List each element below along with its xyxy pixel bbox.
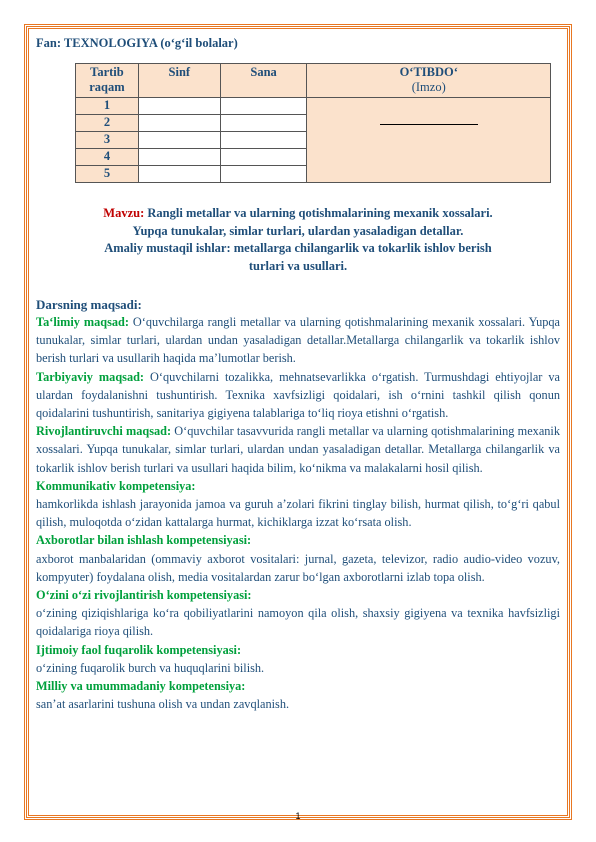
subject-heading: Fan: TEXNOLOGIYA (o‘g‘il bolalar) [36, 36, 238, 50]
competency-title: Ijtimoiy faol fuqarolik kompetensiyasi: [36, 642, 242, 657]
developmental-goal-text: O‘quvchilar tasavvurida rangli metallar va ularning qotishmalarining mexanik xossalari. Yupqa tunukalar, simlar turlari, ulardan undan yasaladigan detallar. Metallarga chilangarlik va tokarlik ishlov berish turlari va usullari haqida bilim, ko‘nikma va malakalarni hosil qilish. [36, 424, 560, 475]
header-tartib: Tartib raqam [76, 64, 139, 98]
cell-sana [220, 115, 307, 132]
topic-line-4: turlari va usullari. [248, 258, 348, 273]
page-number: 1 [295, 811, 301, 821]
cell-sinf [138, 115, 220, 132]
signature-cell [307, 98, 551, 183]
developmental-goal [36, 422, 560, 477]
register-table [75, 63, 551, 183]
header-sana: Sana [220, 64, 307, 98]
header-otibdo-label: O‘TIBDO‘ [399, 65, 458, 79]
goals-heading: Darsning maqsadi: [36, 297, 142, 312]
competency-text: o‘zining qiziqishlariga ko‘ra qobiliyatlarini namoyon qila olish, shaxsiy gigiyena va texnika havfsizligi qoidalariga rioya qilish. [36, 606, 560, 639]
header-sinf: Sinf [138, 64, 220, 98]
row-number: 4 [76, 149, 139, 166]
row-number: 1 [76, 98, 139, 115]
upbringing-goal-label: Tarbiyaviy maqsad: [36, 369, 145, 384]
competency-text: san’at asarlarini tushuna olish va undan zavqlanish. [36, 697, 290, 712]
educational-goal [36, 313, 560, 368]
header-imzo-label: (Imzo) [411, 80, 446, 94]
cell-sana [220, 98, 307, 115]
row-number: 2 [76, 115, 139, 132]
competency-list [36, 477, 560, 714]
competency-text: o‘zining fuqarolik burch va huquqlarini bilish. [36, 660, 265, 675]
competency-text: hamkorlikda ishlash jarayonida jamoa va guruh a’zolari fikrini tinglay bilish, hurmat qilish, to‘g‘ri qabul qilish, muloqotda o‘zidan kattalarga hurmat, kichiklarga izzat ko‘rsata olish. [36, 497, 560, 530]
cell-sinf [138, 166, 220, 183]
topic-line-3: Amaliy mustaqil ishlar: metallarga chilangarlik va tokarlik ishlov berish [104, 241, 492, 255]
upbringing-goal-text: O‘quvchilarni tozalikka, mehnatsevarlikka o‘rgatish. Turmushdagi ehtiyojlar va ulardan foydalanishni tushuntirish. Texnika xavfsizligi qoidalari, ish o‘rnini tashkil qilish qonun qoidalarini tushuntirish, sanitariya gigiyena talablariga to‘liq rioya etishni o‘rgatish. [36, 369, 560, 421]
competency-title: O‘zini o‘zi rivojlantirish kompetensiyasi: [36, 588, 252, 603]
developmental-goal-label: Rivojlantiruvchi maqsad: [36, 424, 172, 439]
row-number: 3 [76, 132, 139, 149]
educational-goal-text: O‘quvchilarga rangli metallar va ularning qotishmalarining mexanik xossalari. Yupqa tunukalar, simlar turlari, ulardan undan yasaladigan detallar.Metallarga chilangarlik va tokarlik ishlov berish turlari va usullarih haqida ma’lumotlar berish. [36, 315, 560, 366]
register-header-row [76, 64, 551, 98]
topic-label: Mavzu: [103, 206, 145, 220]
topic-text-1: Rangli metallar va ularning qotishmalarining mexanik xossalari. [147, 206, 493, 220]
lesson-topic [36, 205, 560, 275]
cell-sinf [138, 149, 220, 166]
educational-goal-label: Ta‘limiy maqsad: [36, 315, 129, 329]
competency-title: Axborotlar bilan ishlash kompetensiyasi: [36, 533, 252, 548]
competency-title: Kommunikativ kompetensiya: [36, 478, 196, 493]
cell-sana [220, 149, 307, 166]
topic-line-1 [36, 205, 560, 223]
signature-line [380, 124, 478, 125]
competency-title: Milliy va umummadaniy kompetensiya: [36, 679, 246, 694]
topic-line-2: Yupqa tunukalar, simlar turlari, ulardan yasaladigan detallar. [132, 223, 464, 238]
header-otibdo [307, 64, 551, 98]
competency-text: axborot manbalaridan (ommaviy axborot vositalari: jurnal, gazeta, televizor, radio audio-video vozuv, kompyuter) foydalana olish, media vositalardan zarur bo‘lgan axborotlarni izlab topa olish. [36, 551, 560, 584]
table-row [76, 98, 551, 115]
cell-sana [220, 132, 307, 149]
row-number: 5 [76, 166, 139, 183]
cell-sinf [138, 98, 220, 115]
cell-sana [220, 166, 307, 183]
cell-sinf [138, 132, 220, 149]
upbringing-goal [36, 368, 560, 423]
document-body [36, 36, 560, 713]
